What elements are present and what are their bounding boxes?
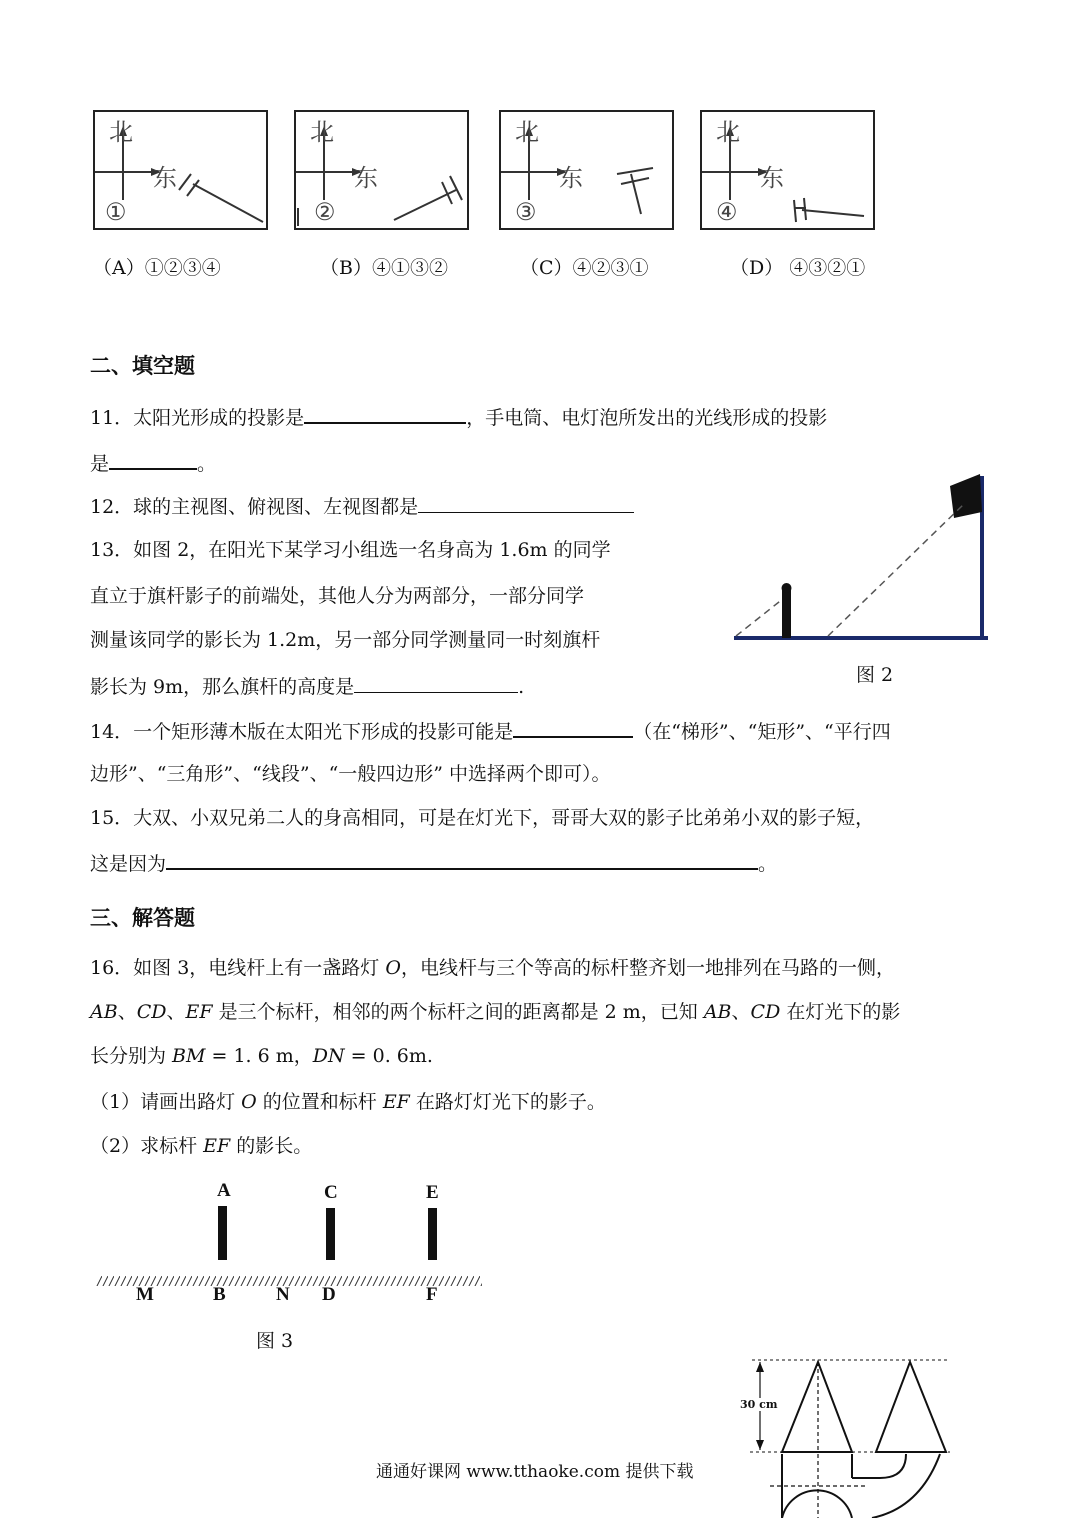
q16-var-cd: CD (750, 1001, 781, 1023)
q11-blank-2 (109, 450, 197, 470)
question-15-line2 (90, 850, 777, 876)
q14-blank (513, 718, 633, 738)
figure-2-caption: 图 2 (856, 664, 894, 686)
figure-4-three-views (740, 1358, 955, 1518)
figure-4 (700, 110, 875, 230)
label-e: E (426, 1182, 439, 1203)
q15-blank (166, 850, 758, 870)
north-label: 北 (109, 118, 133, 146)
question-16-line2 (90, 1000, 900, 1024)
question-13-line3: 测量该同学的影长为 1.2m，另一部分同学测量同一时刻旗杆 (90, 629, 601, 651)
q13-blank (354, 674, 518, 693)
q16-var-ab: AB (90, 1001, 118, 1023)
label-n: N (276, 1284, 290, 1305)
north-label: 北 (310, 118, 334, 146)
figure-3 (499, 110, 674, 230)
q16-var-ef: EF (203, 1135, 231, 1157)
question-11-line1 (90, 404, 827, 430)
question-16-part2 (90, 1134, 312, 1158)
q14-text-a: 14．一个矩形薄木版在太阳光下形成的投影可能是 (90, 721, 514, 743)
q16-text: 的影长。 (230, 1135, 313, 1157)
q16-var-cd: CD (136, 1001, 167, 1023)
q15-text-b: 这是因为 (90, 853, 167, 875)
east-label: 东 (559, 164, 583, 192)
east-label: 东 (354, 164, 378, 192)
q16-text: = 1. 6 m， (205, 1045, 313, 1067)
q16-var-bm: BM (172, 1045, 206, 1067)
q11-text-b: ，手电筒、电灯泡所发出的光线形成的投影 (466, 407, 828, 429)
option-a: （A）①②③④ (93, 257, 221, 279)
section-2-title: 二、填空题 (90, 353, 195, 378)
q16-text: ，电线杆与三个等高的标杆整齐划一地排列在马路的一侧， (400, 957, 895, 979)
figure-1 (93, 110, 268, 230)
q16-var-ab: AB (703, 1001, 732, 1023)
q11-text-c: 是 (90, 453, 110, 475)
figure-number: ③ (515, 198, 537, 226)
question-12 (90, 494, 634, 519)
q16-text: = 0. 6m. (344, 1045, 433, 1067)
q16-text: 在灯光下的影 (780, 1001, 901, 1023)
q12-text: 12．球的主视图、俯视图、左视图都是 (90, 496, 419, 518)
q16-text: （2）求标杆 (90, 1135, 204, 1157)
question-13-line2: 直立于旗杆影子的前端处，其他人分为两部分，一部分同学 (90, 585, 585, 607)
question-11-line2 (90, 450, 216, 476)
north-label: 北 (716, 118, 740, 146)
q16-sep: 、 (731, 1001, 751, 1023)
question-14-line2: 边形”、“三角形”、“线段”、“一般四边形” 中选择两个即可）。 (90, 763, 611, 785)
section-3-title: 三、解答题 (90, 905, 195, 930)
option-d: （D） ④③②① (730, 257, 866, 279)
label-d: D (322, 1284, 336, 1305)
figure-number: ④ (716, 198, 738, 226)
question-16-line3 (90, 1044, 433, 1068)
q16-sep: 、 (117, 1001, 137, 1023)
q11-text-d: 。 (197, 453, 217, 475)
label-c: C (324, 1182, 338, 1203)
question-13-line1: 13．如图 2，在阳光下某学习小组选一名身高为 1.6m 的同学 (90, 539, 611, 561)
figure-3-poles (90, 1200, 490, 1260)
option-b: （B）④①③② (320, 257, 448, 279)
q16-text: 在路灯灯光下的影子。 (409, 1091, 606, 1113)
q13-text-a: 影长为 9m，那么旗杆的高度是 (90, 676, 355, 698)
figure-number: ② (314, 198, 336, 226)
label-b: B (213, 1284, 226, 1305)
question-14-line1 (90, 718, 891, 744)
q16-sep: 、 (166, 1001, 186, 1023)
figure-3-caption: 图 3 (256, 1330, 294, 1352)
question-13-line4 (90, 674, 524, 699)
footer-text: 通通好课网 www.tthaoke.com 提供下载 (376, 1462, 694, 1482)
q16-var-dn: DN (312, 1045, 345, 1067)
question-16-part1 (90, 1090, 606, 1114)
label-a: A (217, 1180, 231, 1201)
q11-blank-1 (304, 404, 466, 424)
q15-text-c: 。 (758, 853, 778, 875)
label-f: F (426, 1284, 438, 1305)
q16-var-ef: EF (185, 1001, 213, 1023)
q16-var-o: O (241, 1091, 257, 1113)
question-16-line1 (90, 956, 895, 980)
option-c: （C）④②③① (520, 257, 649, 279)
north-label: 北 (515, 118, 539, 146)
figure-2-flagpole (728, 468, 998, 648)
q12-blank (418, 494, 634, 513)
figure-4-dimension: 30 cm (740, 1398, 778, 1411)
q16-text: 长分别为 (90, 1045, 173, 1067)
q16-text: 的位置和标杆 (256, 1091, 383, 1113)
q16-var-o: O (385, 957, 401, 979)
q16-text: 16．如图 3，电线杆上有一盏路灯 (90, 957, 386, 979)
east-label: 东 (760, 164, 784, 192)
q16-var-ef: EF (382, 1091, 410, 1113)
q16-text: 是三个标杆，相邻的两个标杆之间的距离都是 2 m，已知 (212, 1001, 704, 1023)
figure-number: ① (105, 198, 127, 226)
q11-text-a: 11．太阳光形成的投影是 (90, 407, 305, 429)
east-label: 东 (153, 164, 177, 192)
question-15-line1: 15．大双、小双兄弟二人的身高相同，可是在灯光下，哥哥大双的影子比弟弟小双的影子短， (90, 807, 875, 829)
q14-text-b: （在“梯形”、“矩形”、“平行四 (633, 721, 891, 743)
figure-2 (294, 110, 469, 230)
q13-text-b: . (518, 676, 525, 698)
label-m: M (136, 1284, 154, 1305)
q16-text: （1）请画出路灯 (90, 1091, 242, 1113)
